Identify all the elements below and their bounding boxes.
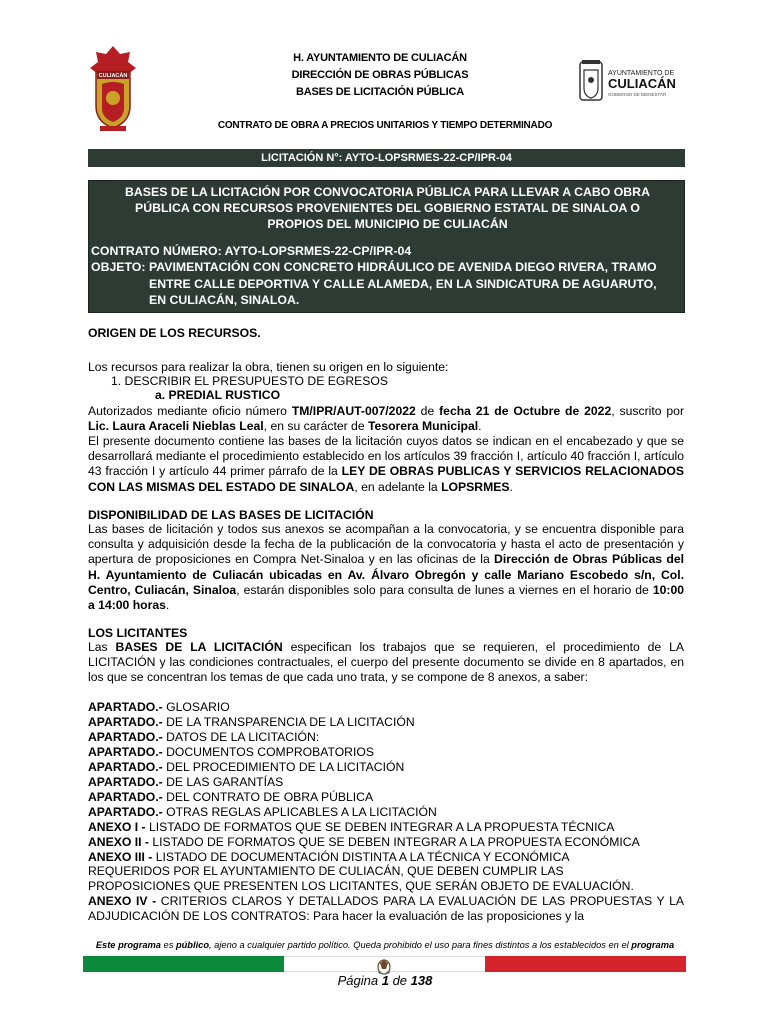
apartado-item	[88, 700, 230, 715]
apartado-text: LISTADO DE DOCUMENTACIÓN DISTINTA A LA TÉCNICA Y ECONÓMICA	[152, 850, 570, 864]
origen-item-1: 1. DESCRIBIR EL PRESUPUESTO DE EGRESOS	[111, 374, 389, 388]
apartado-label: APARTADO.-	[88, 790, 163, 804]
anexo-text: CRITERIOS CLAROS Y DETALLADOS PARA LA EVALUACIÓN DE LAS PROPUESTAS Y LA ADJUDICACIÓN DE LOS CONTRATOS: Para hacer la evaluación de las proposiciones y la	[88, 894, 685, 924]
bases-title-line: PROPIOS DEL MUNICIPIO DE CULIACÁN	[267, 217, 508, 231]
origen-intro: Los recursos para realizar la obra, tienen su origen en lo siguiente:	[88, 360, 449, 374]
text-run: , estarán disponibles solo para consulta de lunes a viernes en el horario de	[236, 582, 653, 597]
text-run: .	[165, 598, 170, 613]
apartado-item	[88, 805, 437, 820]
apartado-label: ANEXO III -	[88, 850, 153, 864]
footer-green-segment	[83, 956, 284, 972]
text-run: , suscrito por	[611, 404, 684, 418]
apartado-item	[88, 820, 614, 835]
apartado-label: ANEXO II -	[88, 835, 149, 849]
text-run: , en adelante la	[354, 479, 442, 494]
bases-emphasis: BASES DE LA LICITACIÓN	[115, 640, 283, 654]
apartado-text: DOCUMENTOS COMPROBATORIOS	[162, 745, 374, 759]
contrato-numero: CONTRATO NÚMERO: AYTO-LOPSRMES-22-CP/IPR-04	[91, 244, 412, 258]
logo-text: CULIACÁN	[98, 73, 128, 79]
objeto-label: OBJETO:	[91, 260, 146, 274]
current-page: 1	[381, 973, 389, 988]
apartado-text: DE LA TRANSPARENCIA DE LA LICITACIÓN	[162, 715, 415, 729]
disponibilidad-title: DISPONIBILIDAD DE LAS BASES DE LICITACIÓN	[88, 508, 374, 522]
text-run: .	[478, 419, 482, 434]
apartado-item	[88, 850, 570, 865]
page-number	[0, 973, 770, 988]
text-run: Autorizados mediante oficio número	[88, 404, 292, 418]
autorizacion-paragraph	[88, 404, 684, 434]
header-ayuntamiento: H. AYUNTAMIENTO DE CULIACÁN	[293, 52, 467, 64]
apartado-text: LISTADO DE FORMATOS QUE SE DEBEN INTEGRAR A LA PROPUESTA TÉCNICA	[145, 820, 615, 834]
apartado-text: DE LAS GARANTÍAS	[162, 775, 284, 789]
apartado-label: APARTADO.-	[88, 730, 163, 744]
anexo-label: ANEXO IV -	[88, 894, 157, 908]
office-hours: 10:00 a 14:00 horas	[88, 582, 684, 613]
law-acronym: LOPSRMES	[441, 479, 510, 494]
law-name: LEY DE OBRAS PUBLICAS Y SERVICIOS RELACIONADOS CON LAS MISMAS DEL ESTADO DE SINALOA	[88, 464, 684, 494]
apartado-text: DEL PROCEDIMIENTO DE LA LICITACIÓN	[162, 760, 405, 774]
footer-disclaimer	[0, 940, 770, 950]
licitantes-title: LOS LICITANTES	[88, 626, 188, 640]
text-run: es	[160, 940, 176, 950]
text-run: , en su carácter de	[263, 419, 368, 434]
apartado-label: APARTADO.-	[88, 760, 163, 774]
apartado-text: OTRAS REGLAS APLICABLES A LA LICITACIÓN	[162, 805, 437, 819]
text-run: Este programa	[95, 940, 161, 950]
apartado-label: APARTADO.-	[88, 715, 163, 729]
disponibilidad-paragraph	[88, 522, 684, 613]
apartado-item	[88, 835, 640, 850]
text-run: .	[509, 479, 513, 494]
objeto-line: PAVIMENTACIÓN CON CONCRETO HIDRÁULICO DE AVENIDA DIEGO RIVERA, TRAMO	[149, 260, 657, 274]
signer-role: Tesorera Municipal	[368, 419, 479, 434]
text-run: programa	[631, 940, 675, 950]
bases-title-line: PÚBLICA CON RECURSOS PROVENIENTES DEL GOBIERNO ESTATAL DE SINALOA O	[135, 201, 640, 215]
objeto-line: EN CULIACÁN, SINALOA.	[149, 293, 300, 307]
contract-type-heading: CONTRATO DE OBRA A PRECIOS UNITARIOS Y TIEMPO DETERMINADO	[217, 120, 553, 131]
licitacion-number-bar: LICITACIÓN N°: AYTO-LOPSRMES-22-CP/IPR-04	[88, 149, 685, 167]
signer-name: Lic. Laura Araceli Nieblas Leal	[88, 419, 264, 434]
total-pages: 138	[410, 973, 433, 988]
apartado-item	[88, 790, 373, 805]
anexo-iii-continuation: PROPOSICIONES QUE PRESENTEN LOS LICITANTES, QUE SERÁN OBJETO DE EVALUACIÓN.	[88, 879, 634, 893]
apartado-label: APARTADO.-	[88, 805, 163, 819]
apartado-text: DEL CONTRATO DE OBRA PÚBLICA	[162, 790, 374, 804]
apartado-label: APARTADO.-	[88, 745, 163, 759]
apartado-item	[88, 745, 374, 760]
text-run: El presente documento contiene las bases de la licitación cuyos datos se indican en el encabezado y que se desarrollará mediante el procedimiento establecido en los artículos 39 fracción I, artículo 40 fracción I, artículo 43 fracción I y artículo 44 primer párrafo de la	[88, 434, 684, 479]
bases-info-box	[88, 180, 685, 313]
header-bases: BASES DE LICITACIÓN PÚBLICA	[296, 86, 464, 98]
header-direccion: DIRECCIÓN DE OBRAS PÚBLICAS	[291, 69, 469, 81]
origen-item-1a: a. PREDIAL RUSTICO	[155, 388, 281, 402]
apartado-item	[88, 760, 404, 775]
text-run: , ajeno a cualquier partido político. Queda prohibido el uso para fines distintos a los establecidos en el	[209, 940, 632, 950]
text-run: Página	[337, 973, 382, 988]
text-run: público	[175, 940, 210, 950]
apartado-text: GLOSARIO	[162, 700, 230, 714]
logo-line-2: CULIACÁN	[608, 76, 676, 91]
apartado-item	[88, 730, 319, 745]
footer-red-segment	[485, 956, 686, 972]
apartado-label: ANEXO I -	[88, 820, 146, 834]
anexo-iv-paragraph	[88, 894, 684, 924]
apartado-text: LISTADO DE FORMATOS QUE SE DEBEN INTEGRAR A LA PROPUESTA ECONÓMICA	[148, 835, 640, 849]
anexo-iii-continuation: REQUERIDOS POR EL AYUNTAMIENTO DE CULIACÁN, QUE DEBEN CUMPLIR LAS	[88, 864, 564, 878]
origen-title: ORIGEN DE LOS RECURSOS.	[88, 326, 261, 340]
text-run: de	[415, 404, 440, 418]
text-run: especifican los trabajos que se requieren, el procedimiento de LA LICITACIÓN y las condiciones contractuales, el cuerpo del presente documento se divide en 8 apartados, en los que se concentran los temas de que cada uno trata, y se compone de 8 anexos, a saber:	[88, 640, 684, 685]
oficio-date: fecha 21 de Octubre de 2022	[439, 404, 612, 418]
documento-paragraph	[88, 434, 684, 495]
apartado-item	[88, 715, 415, 730]
licitantes-paragraph	[88, 640, 684, 686]
apartado-label: APARTADO.-	[88, 700, 163, 714]
apartado-label: APARTADO.-	[88, 775, 163, 789]
logo-line-3: GOBIERNO DE BIENESTAR	[608, 92, 667, 97]
objeto-line: ENTRE CALLE DEPORTIVA Y CALLE ALAMEDA, EN LA SINDICATURA DE AGUARUTO,	[149, 277, 657, 291]
text-run: Las	[88, 640, 116, 654]
bases-title	[89, 184, 686, 232]
logo-line-1: AYUNTAMIENTO DE	[608, 70, 675, 77]
text-run: Las bases de licitación y todos sus anexos se acompañan a la convocatoria, y se encuentra disponible para consulta y adquisición desde la fecha de la publicación de la convocatoria y hasta el acto de presentación y apertura de proposiciones en Compra Net-Sinaloa y en las oficinas de la	[88, 522, 684, 567]
office-address: Dirección de Obras Públicas del H. Ayuntamiento de Culiacán ubicadas en Av. Álvaro Obregón y calle Mariano Escobedo s/n, Col. Centro, Culiacán, Sinaloa	[88, 552, 685, 597]
text-run: de	[388, 973, 411, 988]
oficio-number: TM/IPR/AUT-007/2022	[291, 404, 416, 418]
bases-title-line: BASES DE LA LICITACIÓN POR CONVOCATORIA PÚBLICA PARA LLEVAR A CABO OBRA	[125, 185, 650, 199]
apartado-text: DATOS DE LA LICITACIÓN:	[162, 730, 320, 744]
apartado-item	[88, 775, 283, 790]
